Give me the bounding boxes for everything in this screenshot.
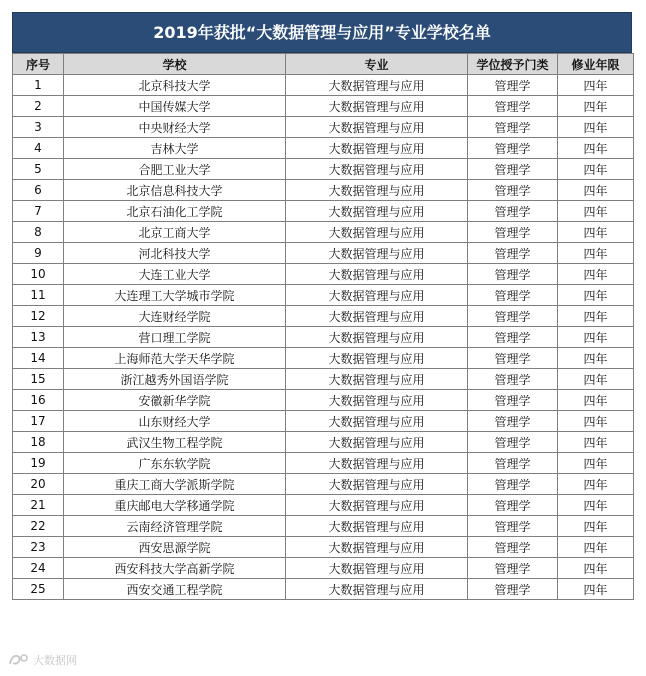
header-major: 专业 (286, 54, 468, 75)
cell-index: 14 (13, 348, 64, 369)
cell-duration: 四年 (558, 537, 634, 558)
cell-index: 24 (13, 558, 64, 579)
table-row (13, 411, 634, 432)
cell-index: 10 (13, 264, 64, 285)
table-row (13, 537, 634, 558)
cell-major: 大数据管理与应用 (286, 75, 468, 96)
cell-major: 大数据管理与应用 (286, 579, 468, 600)
cell-major: 大数据管理与应用 (286, 453, 468, 474)
cell-school: 上海师范大学天华学院 (64, 348, 286, 369)
cell-major: 大数据管理与应用 (286, 327, 468, 348)
table-row (13, 138, 634, 159)
cell-school: 云南经济管理学院 (64, 516, 286, 537)
cell-school: 山东财经大学 (64, 411, 286, 432)
table-row (13, 327, 634, 348)
cell-degree: 管理学 (468, 327, 558, 348)
cell-school: 北京信息科技大学 (64, 180, 286, 201)
cell-index: 6 (13, 180, 64, 201)
cell-major: 大数据管理与应用 (286, 159, 468, 180)
header-duration: 修业年限 (558, 54, 634, 75)
table-body (13, 75, 634, 600)
cell-degree: 管理学 (468, 243, 558, 264)
cell-index: 5 (13, 159, 64, 180)
table-row (13, 516, 634, 537)
cell-duration: 四年 (558, 75, 634, 96)
cell-major: 大数据管理与应用 (286, 432, 468, 453)
table-row (13, 264, 634, 285)
cell-index: 19 (13, 453, 64, 474)
cell-duration: 四年 (558, 453, 634, 474)
cell-degree: 管理学 (468, 558, 558, 579)
cell-duration: 四年 (558, 306, 634, 327)
cell-index: 7 (13, 201, 64, 222)
cell-school: 中央财经大学 (64, 117, 286, 138)
cell-degree: 管理学 (468, 348, 558, 369)
cell-degree: 管理学 (468, 96, 558, 117)
cell-duration: 四年 (558, 348, 634, 369)
table-row (13, 159, 634, 180)
cell-school: 北京工商大学 (64, 222, 286, 243)
cell-major: 大数据管理与应用 (286, 201, 468, 222)
cell-duration: 四年 (558, 201, 634, 222)
table-row (13, 558, 634, 579)
table-row (13, 369, 634, 390)
table-row (13, 453, 634, 474)
cell-index: 16 (13, 390, 64, 411)
watermark-text: 大数据网 (33, 654, 77, 667)
cell-major: 大数据管理与应用 (286, 306, 468, 327)
cell-major: 大数据管理与应用 (286, 243, 468, 264)
cell-index: 18 (13, 432, 64, 453)
cell-duration: 四年 (558, 390, 634, 411)
cell-index: 22 (13, 516, 64, 537)
cell-school: 浙江越秀外国语学院 (64, 369, 286, 390)
cell-school: 中国传媒大学 (64, 96, 286, 117)
cell-school: 重庆邮电大学移通学院 (64, 495, 286, 516)
logo-icon (8, 652, 30, 668)
cell-degree: 管理学 (468, 453, 558, 474)
cell-index: 1 (13, 75, 64, 96)
cell-school: 西安交通工程学院 (64, 579, 286, 600)
cell-duration: 四年 (558, 369, 634, 390)
cell-index: 13 (13, 327, 64, 348)
cell-duration: 四年 (558, 264, 634, 285)
cell-degree: 管理学 (468, 432, 558, 453)
cell-index: 25 (13, 579, 64, 600)
cell-degree: 管理学 (468, 138, 558, 159)
cell-duration: 四年 (558, 411, 634, 432)
table-row (13, 222, 634, 243)
cell-school: 大连工业大学 (64, 264, 286, 285)
school-list-table (12, 53, 634, 600)
cell-duration: 四年 (558, 285, 634, 306)
cell-major: 大数据管理与应用 (286, 348, 468, 369)
table-row (13, 390, 634, 411)
cell-duration: 四年 (558, 117, 634, 138)
cell-school: 河北科技大学 (64, 243, 286, 264)
cell-index: 21 (13, 495, 64, 516)
table-row (13, 180, 634, 201)
cell-major: 大数据管理与应用 (286, 96, 468, 117)
header-index: 序号 (13, 54, 64, 75)
cell-major: 大数据管理与应用 (286, 537, 468, 558)
cell-duration: 四年 (558, 243, 634, 264)
table-row (13, 348, 634, 369)
cell-degree: 管理学 (468, 180, 558, 201)
cell-degree: 管理学 (468, 264, 558, 285)
cell-degree: 管理学 (468, 495, 558, 516)
cell-school: 北京石油化工学院 (64, 201, 286, 222)
cell-degree: 管理学 (468, 579, 558, 600)
cell-index: 2 (13, 96, 64, 117)
table-row (13, 285, 634, 306)
cell-major: 大数据管理与应用 (286, 390, 468, 411)
table-row (13, 579, 634, 600)
cell-school: 重庆工商大学派斯学院 (64, 474, 286, 495)
table-row (13, 117, 634, 138)
cell-duration: 四年 (558, 579, 634, 600)
cell-duration: 四年 (558, 474, 634, 495)
cell-duration: 四年 (558, 327, 634, 348)
cell-school: 吉林大学 (64, 138, 286, 159)
table-row (13, 432, 634, 453)
cell-duration: 四年 (558, 495, 634, 516)
cell-school: 营口理工学院 (64, 327, 286, 348)
table-row (13, 243, 634, 264)
cell-degree: 管理学 (468, 75, 558, 96)
cell-index: 23 (13, 537, 64, 558)
cell-degree: 管理学 (468, 201, 558, 222)
cell-degree: 管理学 (468, 159, 558, 180)
cell-school: 广东东软学院 (64, 453, 286, 474)
cell-major: 大数据管理与应用 (286, 474, 468, 495)
cell-degree: 管理学 (468, 411, 558, 432)
cell-major: 大数据管理与应用 (286, 516, 468, 537)
cell-index: 3 (13, 117, 64, 138)
table-row (13, 201, 634, 222)
cell-degree: 管理学 (468, 306, 558, 327)
cell-duration: 四年 (558, 96, 634, 117)
cell-major: 大数据管理与应用 (286, 285, 468, 306)
watermark (8, 650, 77, 670)
cell-index: 15 (13, 369, 64, 390)
cell-duration: 四年 (558, 432, 634, 453)
cell-index: 12 (13, 306, 64, 327)
cell-major: 大数据管理与应用 (286, 138, 468, 159)
table-row (13, 474, 634, 495)
table-row (13, 75, 634, 96)
cell-major: 大数据管理与应用 (286, 411, 468, 432)
cell-major: 大数据管理与应用 (286, 180, 468, 201)
cell-major: 大数据管理与应用 (286, 369, 468, 390)
cell-index: 8 (13, 222, 64, 243)
cell-degree: 管理学 (468, 474, 558, 495)
cell-duration: 四年 (558, 159, 634, 180)
cell-duration: 四年 (558, 516, 634, 537)
cell-major: 大数据管理与应用 (286, 558, 468, 579)
cell-degree: 管理学 (468, 222, 558, 243)
cell-school: 大连理工大学城市学院 (64, 285, 286, 306)
cell-school: 西安科技大学高新学院 (64, 558, 286, 579)
cell-degree: 管理学 (468, 369, 558, 390)
cell-degree: 管理学 (468, 285, 558, 306)
header-row (13, 54, 634, 75)
header-school: 学校 (64, 54, 286, 75)
cell-duration: 四年 (558, 180, 634, 201)
cell-school: 大连财经学院 (64, 306, 286, 327)
cell-school: 安徽新华学院 (64, 390, 286, 411)
cell-major: 大数据管理与应用 (286, 222, 468, 243)
cell-major: 大数据管理与应用 (286, 495, 468, 516)
cell-school: 北京科技大学 (64, 75, 286, 96)
cell-index: 4 (13, 138, 64, 159)
cell-school: 合肥工业大学 (64, 159, 286, 180)
cell-school: 武汉生物工程学院 (64, 432, 286, 453)
cell-degree: 管理学 (468, 390, 558, 411)
cell-major: 大数据管理与应用 (286, 264, 468, 285)
table-title: 2019年获批“大数据管理与应用”专业学校名单 (12, 12, 632, 53)
table-row (13, 306, 634, 327)
cell-index: 17 (13, 411, 64, 432)
cell-major: 大数据管理与应用 (286, 117, 468, 138)
cell-duration: 四年 (558, 138, 634, 159)
cell-index: 20 (13, 474, 64, 495)
table-row (13, 96, 634, 117)
cell-degree: 管理学 (468, 117, 558, 138)
cell-degree: 管理学 (468, 516, 558, 537)
cell-school: 西安思源学院 (64, 537, 286, 558)
cell-degree: 管理学 (468, 537, 558, 558)
header-degree: 学位授予门类 (468, 54, 558, 75)
cell-index: 11 (13, 285, 64, 306)
table-row (13, 495, 634, 516)
cell-duration: 四年 (558, 558, 634, 579)
cell-index: 9 (13, 243, 64, 264)
cell-duration: 四年 (558, 222, 634, 243)
